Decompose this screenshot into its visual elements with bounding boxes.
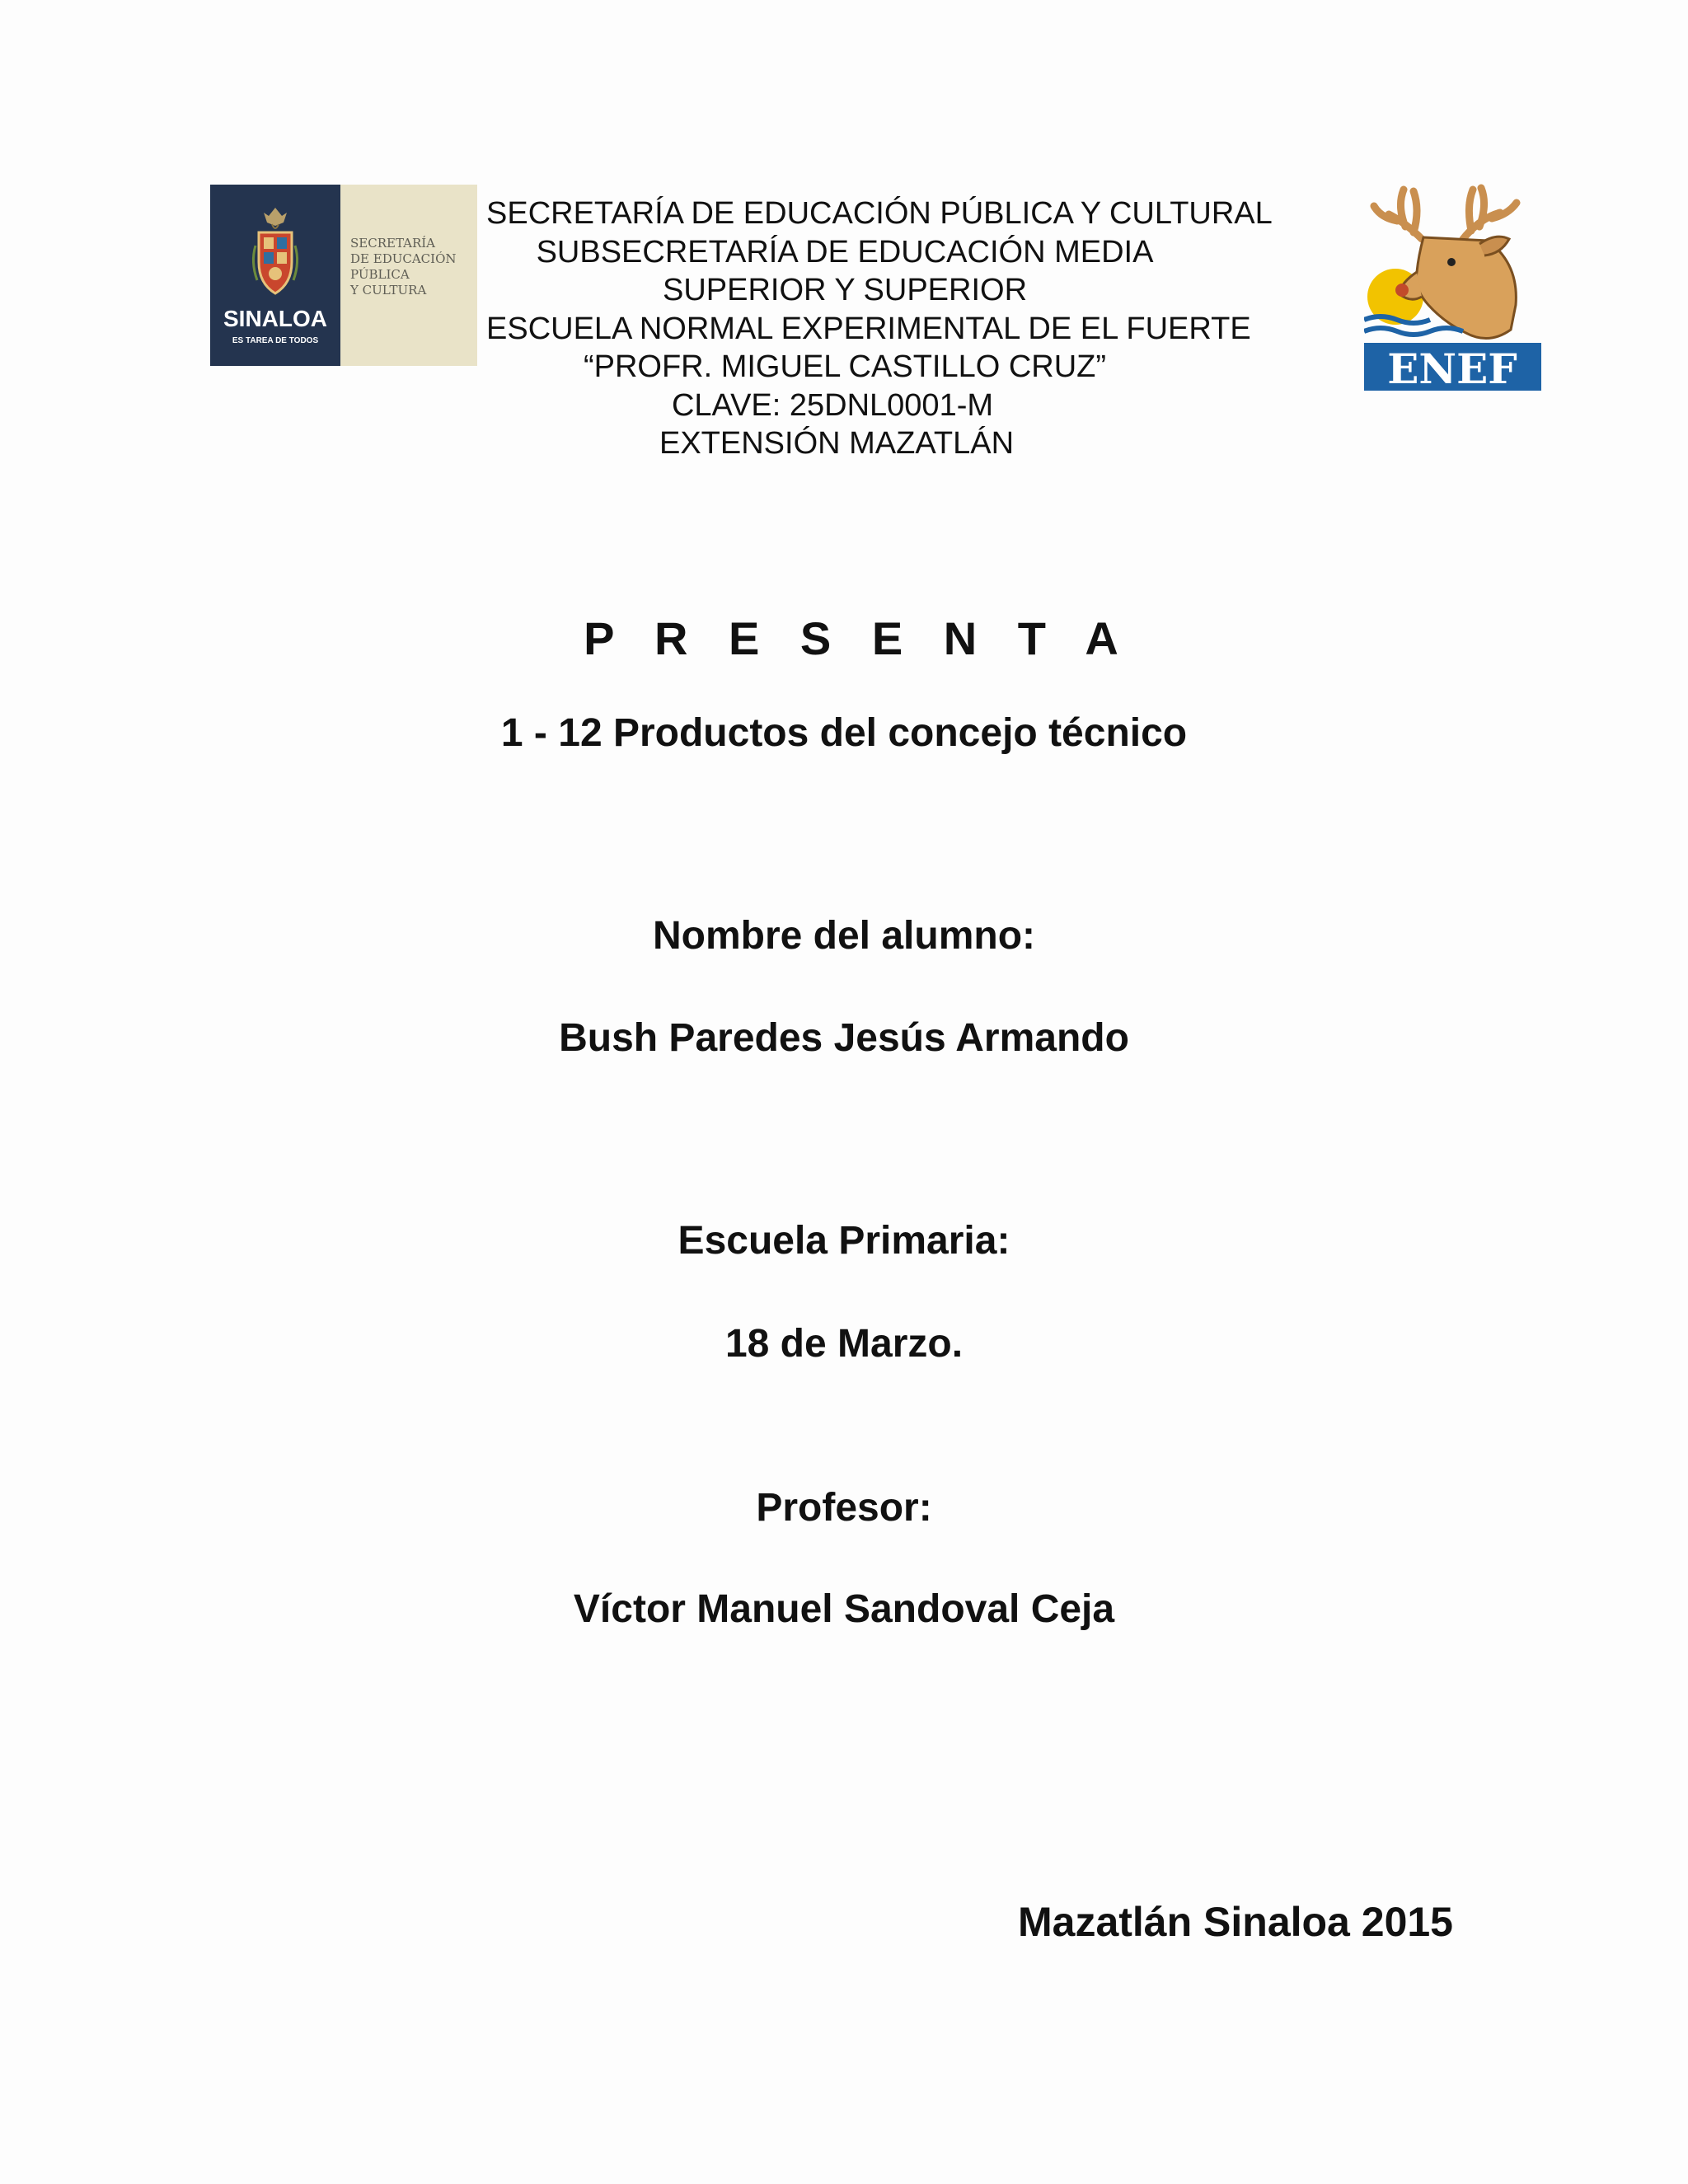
sinaloa-crest-icon: [249, 204, 302, 303]
header-line-profr: “PROFR. MIGUEL CASTILLO CRUZ”: [583, 349, 1107, 384]
sep-logo-text: [350, 236, 474, 298]
sinaloa-logo-word: SINALOA: [223, 306, 327, 331]
header-line-secretaria: SECRETARÍA DE EDUCACIÓN PÚBLICA Y CULTURAL: [486, 196, 1273, 231]
enef-logo-text: ENEF: [1387, 344, 1517, 391]
student-name-value: Bush Paredes Jesús Armando: [559, 1016, 1129, 1060]
header-line-subsecretaria: SUBSECRETARÍA DE EDUCACIÓN MEDIA: [536, 234, 1154, 269]
institution-header: [486, 194, 1273, 463]
sep-logo-line: PÚBLICA: [350, 267, 410, 282]
header-line-superior: SUPERIOR Y SUPERIOR: [662, 273, 1028, 307]
enef-logo: [1364, 181, 1541, 391]
student-name-label: Nombre del alumno:: [652, 914, 1036, 958]
sep-logo-line: Y CULTURA: [350, 283, 427, 298]
place-and-year: Mazatlán Sinaloa 2015: [1017, 1899, 1453, 1945]
header-line-clave: CLAVE: 25DNL0001-M: [671, 387, 994, 423]
teacher-value: Víctor Manuel Sandoval Ceja: [573, 1587, 1115, 1631]
presenta-heading: P R E S E N T A: [584, 612, 1132, 664]
header-line-extension: EXTENSIÓN MAZATLÁN: [659, 426, 1015, 461]
sep-logo-line: SECRETARÍA: [350, 236, 436, 251]
document-subtitle: 1 - 12 Productos del concejo técnico: [500, 711, 1188, 755]
teacher-label: Profesor:: [756, 1486, 932, 1530]
sinaloa-logo-panel: [210, 185, 340, 366]
school-label: Escuela Primaria:: [678, 1219, 1010, 1263]
sinaloa-logo-tagline: ES TAREA DE TODOS: [232, 336, 319, 345]
sep-logo-panel: [340, 185, 477, 366]
header-line-escuela: ESCUELA NORMAL EXPERIMENTAL DE EL FUERTE: [486, 311, 1251, 346]
school-value: 18 de Marzo.: [724, 1322, 964, 1366]
sinaloa-sep-logo: [210, 185, 477, 366]
sep-logo-line: DE EDUCACIÓN: [350, 251, 457, 266]
